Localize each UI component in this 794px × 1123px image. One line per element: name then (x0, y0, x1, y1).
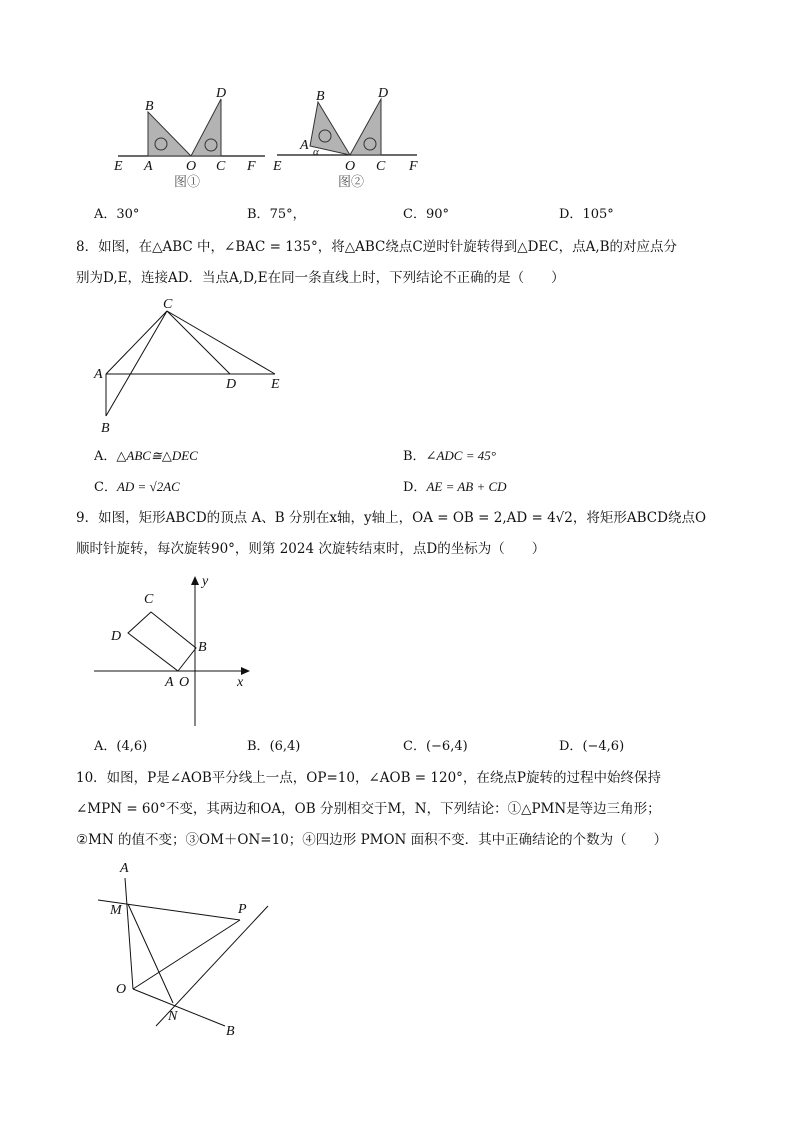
q9-option-d-key: D． (559, 739, 583, 754)
q8-option-b (403, 447, 496, 466)
fig2-caption: 图② (338, 174, 365, 189)
q8-stem-line1: 8．如图，在△ABC 中，∠BAC = 135°，将△ABC绕点C逆时针旋转得到△DEC，点A,B的对应点分 (76, 239, 678, 255)
q9-option-a (94, 738, 147, 756)
q10-figure (90, 858, 290, 1043)
q9-stem-line1: 9．如图，矩形ABCD的顶点 A、B 分别在x轴，y轴上，OA = OB = 2,AD = 4√2，将矩形ABCD绕点O (76, 510, 707, 526)
fig2-label-o: O (345, 159, 356, 174)
q9-option-d (559, 738, 624, 756)
q10-label-b: B (226, 1024, 235, 1039)
q7-option-b-text: 75°， (269, 207, 306, 222)
q10-label-o: O (116, 982, 127, 997)
fig2-label-a: A (300, 138, 309, 153)
q8-option-a-text: △ABC≅△DEC (116, 448, 198, 463)
fig2-label-b: B (316, 89, 325, 104)
q10-label-p: P (238, 902, 247, 917)
q9-label-x: x (237, 675, 244, 690)
q10-ray-pn (156, 906, 268, 1026)
q8-label-c: C (163, 297, 173, 312)
q8-seg-ca (106, 311, 167, 374)
q10-ray-oa (125, 878, 133, 989)
q7-option-a-text: 30° (116, 207, 140, 222)
q9-stem-line2: 顺时针旋转，每次旋转90°，则第 2024 次旋转结束时，点D的坐标为（ ） (76, 541, 546, 557)
q7-option-b-key: B． (247, 207, 270, 222)
q9-rectangle-abcd (128, 612, 196, 671)
q8-option-a (94, 447, 198, 466)
q8-option-b-key: B． (403, 449, 426, 464)
fig2-label-alpha: α (313, 146, 319, 158)
q9-option-b-text: (6,4) (269, 739, 301, 754)
q8-label-e: E (271, 377, 280, 392)
fig1-label-e: E (114, 159, 123, 174)
fig1-label-f: F (247, 159, 256, 174)
q10-label-a: A (120, 861, 129, 876)
q9-option-c-key: C． (403, 739, 426, 754)
q7-option-d-key: D． (559, 207, 583, 222)
q9-option-b (247, 738, 300, 756)
fig1-label-o: O (186, 159, 197, 174)
q9-label-a: A (165, 675, 174, 690)
fig1-caption: 图① (174, 174, 201, 189)
q9-label-b: B (198, 640, 207, 655)
q9-label-y: y (202, 574, 209, 589)
q8-label-d: D (226, 377, 237, 392)
q9-option-b-key: B． (247, 739, 270, 754)
q8-stem-line2: 别为D,E，连接AD．当点A,D,E在同一条直线上时，下列结论不正确的是（ ） (76, 270, 565, 286)
q8-option-a-key: A． (94, 449, 117, 464)
fig2-label-f: F (409, 159, 418, 174)
q8-seg-cb (106, 311, 167, 416)
q9-option-c (403, 738, 468, 756)
q8-figure (90, 292, 300, 442)
q7-option-d-text: 105° (582, 207, 614, 222)
q7-option-a-key: A． (94, 207, 117, 222)
q9-option-a-key: A． (94, 739, 117, 754)
q9-x-arrow (241, 667, 250, 675)
q10-label-m: M (110, 903, 122, 918)
q7-option-c-text: 90° (425, 207, 449, 222)
fig2-label-d: D (378, 86, 389, 101)
q8-option-c (94, 478, 180, 497)
q9-y-arrow (191, 576, 199, 585)
q10-stem-line2: ∠MPN = 60°不变，其两边和OA，OB 分别相交于M，N，下列结论：①△PMN是等边三角形； (76, 801, 661, 817)
fig1-label-a: A (144, 159, 153, 174)
q10-ray-ob (133, 989, 225, 1026)
q9-option-a-text: (4,6) (116, 739, 148, 754)
fig1-label-d: D (216, 86, 227, 101)
q7-figures (100, 82, 430, 192)
q8-option-c-key: C． (94, 480, 117, 495)
q9-label-c: C (144, 592, 154, 607)
q7-option-c (403, 206, 449, 224)
q9-option-d-text: (−4,6) (582, 739, 625, 754)
fig2-label-e: E (273, 159, 282, 174)
fig1-triangle-abo (148, 112, 191, 156)
q7-option-c-key: C． (403, 207, 426, 222)
q9-figure (90, 568, 260, 728)
fig1-label-b: B (145, 99, 154, 114)
q10-label-n: N (168, 1009, 178, 1024)
fig2-triangle-doc (350, 99, 381, 155)
q8-option-d (403, 478, 507, 497)
q9-label-d: D (111, 629, 122, 644)
q10-seg-op (133, 920, 240, 989)
q7-option-b (247, 206, 306, 224)
q7-option-d (559, 206, 614, 224)
q10-stem-line3: ②MN 的值不变；③OM＋ON=10；④四边形 PMON 面积不变．其中正确结论的个数为（ ） (76, 832, 668, 848)
q9-label-o: O (179, 675, 190, 690)
q8-option-b-text: ∠ADC = 45° (425, 448, 496, 463)
q8-option-d-text: AE = AB + CD (426, 479, 507, 494)
fig1-label-c: C (216, 159, 226, 174)
q8-option-d-key: D． (403, 480, 427, 495)
q7-option-a (94, 206, 139, 224)
fig2-label-c: C (376, 159, 386, 174)
q9-option-c-text: (−6,4) (425, 739, 468, 754)
q8-option-c-text: AD = √2AC (116, 479, 180, 494)
q8-label-b: B (101, 421, 110, 436)
q10-stem-line1: 10．如图，P是∠AOB平分线上一点，OP=10，∠AOB = 120°，在绕点P旋转的过程中始终保持 (76, 770, 661, 786)
q8-label-a: A (94, 367, 103, 382)
